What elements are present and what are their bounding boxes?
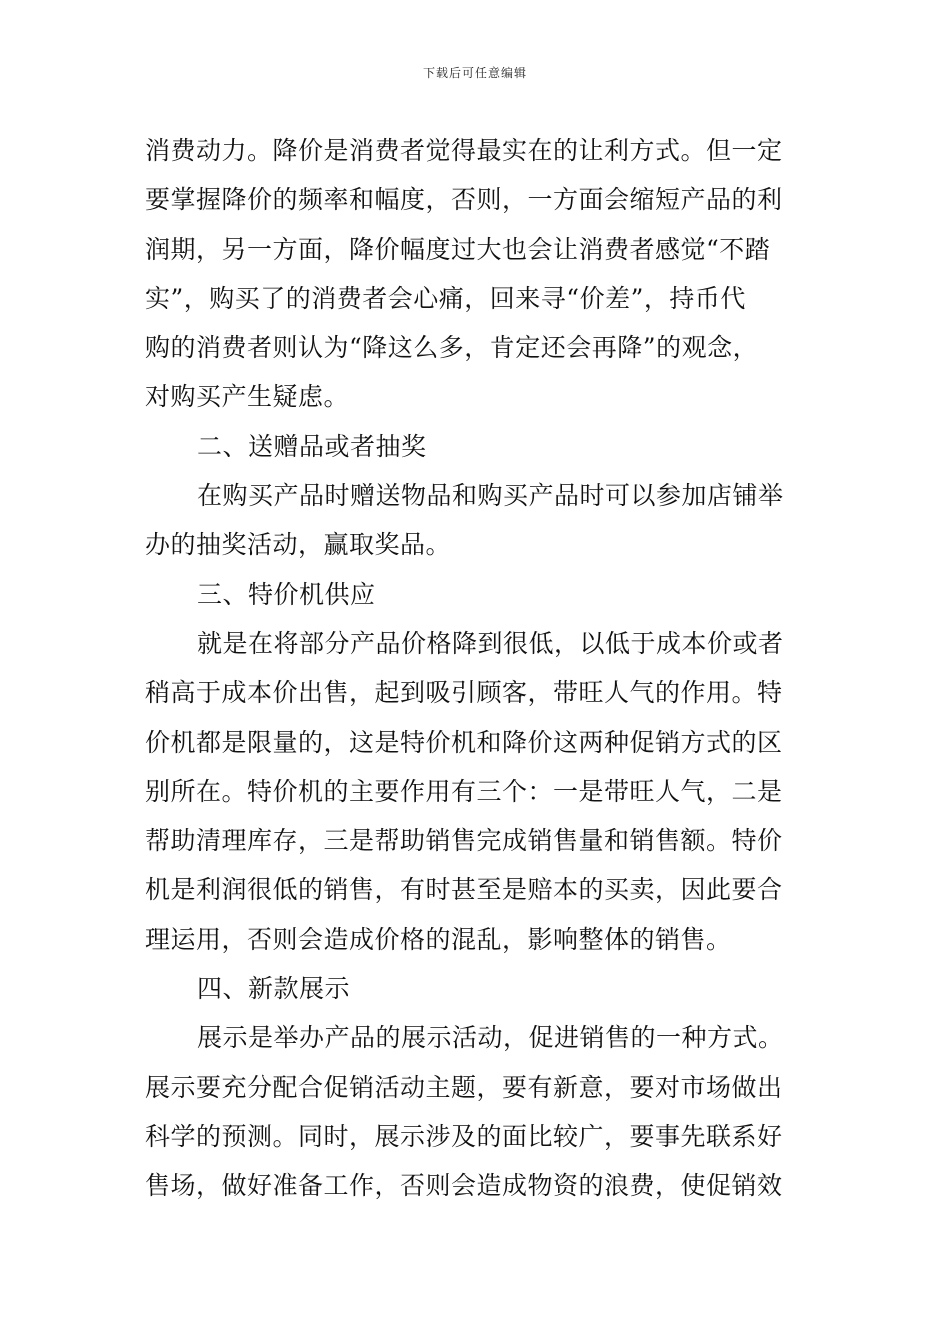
text-line: 四、新款展示 [197,974,351,1004]
text-line: 二、送赠品或者抽奖 [197,431,427,461]
text-line: 展示是举办产品的展示活动，促进销售的一种方式。 [197,1023,784,1053]
text-line: 帮助清理库存，三是帮助销售完成销售量和销售额。特价 [145,826,783,856]
text-line: 实”，购买了的消费者会心痛，回来寻“价差”，持币代 [145,283,746,313]
text-line: 要掌握降价的频率和幅度，否则，一方面会缩短产品的利 [145,185,783,215]
text-line: 价机都是限量的，这是特价机和降价这两种促销方式的区 [145,727,783,757]
text-line: 科学的预测。同时，展示涉及的面比较广，要事先联系好 [145,1121,783,1151]
text-line: 在购买产品时赠送物品和购买产品时可以参加店铺举 [197,481,784,511]
paragraph [145,126,810,422]
paragraph [145,964,810,1013]
text-line: 理运用，否则会造成价格的混乱，影响整体的销售。 [145,924,732,954]
text-line: 稍高于成本价出售，起到吸引顾客，带旺人气的作用。特 [145,678,783,708]
text-line: 展示要充分配合促销活动主题，要有新意，要对市场做出 [145,1072,783,1102]
paragraph [145,570,810,619]
text-line: 办的抽奖活动，赢取奖品。 [145,530,452,560]
text-line: 消费动力。降价是消费者觉得最实在的让利方式。但一定 [145,136,783,165]
text-line: 润期，另一方面，降价幅度过大也会让消费者感觉“不踏 [145,234,771,264]
page-header: 下载后可任意编辑 [422,66,527,80]
text-line: 机是利润很低的销售，有时甚至是赔本的买卖，因此要合 [145,875,783,905]
text-line: 就是在将部分产品价格降到很低，以低于成本价或者 [197,628,784,658]
document-body [145,126,810,1211]
text-line: 售场，做好准备工作，否则会造成物资的浪费，使促销效 [145,1171,783,1201]
paragraph [145,1013,810,1210]
paragraph [145,471,810,570]
text-line: 对购买产生疑虑。 [145,382,350,412]
paragraph [145,619,810,964]
text-line: 购的消费者则认为“降这么多，肯定还会再降”的观念， [145,333,759,363]
paragraph [145,422,810,471]
text-line: 三、特价机供应 [197,579,376,609]
text-line: 别所在。特价机的主要作用有三个：一是带旺人气，二是 [145,776,783,806]
